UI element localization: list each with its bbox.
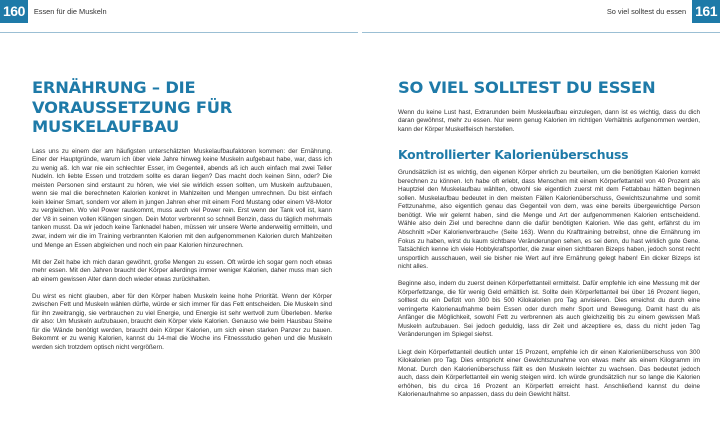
right-page-number: 161 — [692, 0, 720, 23]
left-page-body — [32, 78, 332, 361]
left-header-rule — [0, 32, 358, 33]
left-paragraph: Du wirst es nicht glauben, aber für den Körper haben Muskeln keine hohe Priorität. Wenn der Körper zwischen Fett und Muskeln wählen dürfte, würde er sich immer für das Fett entscheiden. Die Muskeln sind für ihn zweitrangig, sie verbrauchen zu viel Energie, und Energie ist sehr wertvoll zum Überleben. Merke dir also: Um Muskeln aufzubauen, braucht dein Körper viele Kalorien. Genauso wie beim Hausbau Steine für die Wände benötigt werden, braucht dein Körper Kalorien, um sich einen starken Panzer zu bauen. Bekommt er zu wenig Kalorien, kannst du 14-mal die Woche ins Fitnessstudio gehen und die Muskeln werden sich trotzdem optisch nicht vergrößern. — [32, 292, 332, 351]
right-page-header — [368, 0, 720, 19]
right-running-head: So viel solltest du essen — [606, 7, 687, 16]
right-header-rule — [362, 32, 720, 33]
left-paragraph: Lass uns zu einem der am häufigsten unterschätzten Muskelaufbaufaktoren kommen: der Ernährung. Einer der Hauptgründe, warum ich über viele Jahre hinweg keine Muskeln aufgebaut habe, war, dass ich zu wenig aß. Ich war nie ein schlechter Esser, im Gegenteil, abends aß ich auch einfach mal zwei Teller Nudeln. Ich liebte Essen und trotzdem sollte es daran liegen? Das macht doch keinen Sinn, oder? Die meisten Personen sind erstaunt zu hören, wie viel sie wirklich essen sollten, um Muskeln aufzubauen, wenn sie mal die berechneten Kalorien konkret in Mahlzeiten und Mengen umrechnen. Du bist einfach kein kleiner Smart, sondern vor allem in jungen Jahren eher mit einem Ford Mustang oder einem V8-Motor zu vergleichen. Wo viel Power rauskommt, muss auch viel Power rein. Erst wenn der Tank voll ist, kann der V8 in seinen vollen Klängen singen. Dein Motor verbrennt so schnell Benzin, dass du täglich mehrmals tanken musst. Da wir jedoch keine Tanknadel haben, müssen wir unsere Werte anderweitig ermitteln, und zwar, indem wir die im Training verbrannten Kalorien mit den aufgenommenen Kalorien durch Mahlzeiten und Menge an Essen abgleichen und noch ein paar Kalorien hinzurechnen. — [32, 147, 332, 249]
left-paragraph: Mit der Zeit habe ich mich daran gewöhnt, große Mengen zu essen. Oft würde ich sogar gern noch etwas mehr essen. Mit den Jahren braucht der Körper allerdings immer weniger Kalorien, daher muss man sich ab einem gewissen Alter dann doch wieder etwas zurückhalten. — [32, 258, 332, 283]
subsection-title: Kontrollierter Kalorienüberschuss — [398, 147, 629, 163]
right-paragraph: Beginne also, indem du zuerst deinen Körperfettanteil ermittelst. Dafür empfehle ich eine Messung mit der Körperfettzange, die für wenig Geld erhältlich ist. Sollte dein Körperfettanteil bei über 16 Prozent liegen, solltest du ein Defizit von 300 bis 500 Kilokalorien pro Tag anvisieren. Dies erreichst du durch eine verringerte Kalorienaufnahme beim Essen oder durch mehr Sport und Bewegung. Damit hast du als Anfänger die Möglichkeit, sowohl Fett zu verbrennen als auch gleichzeitig bis zu einem gewissen Maß Muskeln aufzubauen. Sei jedoch geduldig, lass dir Zeit und akzeptiere es, dass du nicht jeden Tag Veränderungen im Spiegel siehst. — [398, 280, 700, 339]
chapter-title: ERNÄHRUNG – DIE VORAUSSETZUNG FÜR MUSKELAUFBAU — [32, 78, 233, 136]
right-page-body — [398, 78, 700, 408]
section-page-title: SO VIEL SOLLTEST DU ESSEN — [398, 78, 656, 97]
right-paragraph: Liegt dein Körperfettanteil deutlich unter 15 Prozent, empfehle ich dir einen Kalorienüberschuss von 300 Kilokalorien pro Tag. Dies entspricht einer Gewichtszunahme von etwas mehr als einem Kilogramm im Monat. Durch den Kalorienüberschuss fällt es den Muskeln leichter zu wachsen. Das bedeutet jedoch auch, dass dein Körperfettanteil ein wenig steigen wird. Ich würde grundsätzlich nur so lange die Kalorien erhöhen, bis du circa 16 Prozent an Körperfett erreicht hast. Anschließend kannst du deine Kalorienaufnahme so anpassen, dass du dein Gewicht hältst. — [398, 348, 700, 399]
left-running-head: Essen für die Muskeln — [33, 7, 107, 16]
left-page-number: 160 — [0, 0, 28, 23]
right-lead-paragraph: Wenn du keine Lust hast, Extrarunden beim Muskelaufbau einzulegen, dann ist es wichtig, dass du dich daran gewöhnst, mehr zu essen. Nur wenn genug Kalorien im richtigen Verhältnis aufgenommen werden, kann der Körper Muskelfleisch herstellen. — [398, 108, 700, 133]
right-paragraph: Grundsätzlich ist es wichtig, den eigenen Körper ehrlich zu beurteilen, um die benötigten Kalorien korrekt berechnen zu können. Ich habe oft erlebt, dass Menschen mit einem Körperfettanteil von 40 Prozent als Hauptziel den Muskelaufbau wählten, obwohl sie eigentlich zuerst mit dem Fettabbau hätten beginnen sollen. Muskelaufbau bedeutet in den meisten Fällen Kalorienüberschuss, Gewichtszunahme und somit Fettzunahme, also eigentlich genau das Gegenteil von dem, was eine bereits übergewichtige Person benötigt. Wie wir gelernt haben, sind die Menge und Art der aufgenommenen Kalorien entscheidend. Wähle also dein Ziel und berechne dann die dafür benötigten Kalorien. Wie das geht, erfährst du im Abschnitt »Der Kalorienverbrauch« (Seite 163). Wenn du Krafttraining betreibst, ohne die Ernährung im Fokus zu haben, wirst du kaum sichtbare Veränderungen sehen, es sei denn, du hast wirklich gute Gene. Tatsächlich kenne ich viele Hobbykraftsportler, die zwar einen sichtbaren Bizeps haben, jedoch sonst recht unsportlich ausschauen, weil sie bisher nie Wert auf ihre Ernährung gelegt haben! Ein dicker Bizeps ist nicht alles. — [398, 169, 700, 271]
left-page-header — [0, 0, 352, 19]
